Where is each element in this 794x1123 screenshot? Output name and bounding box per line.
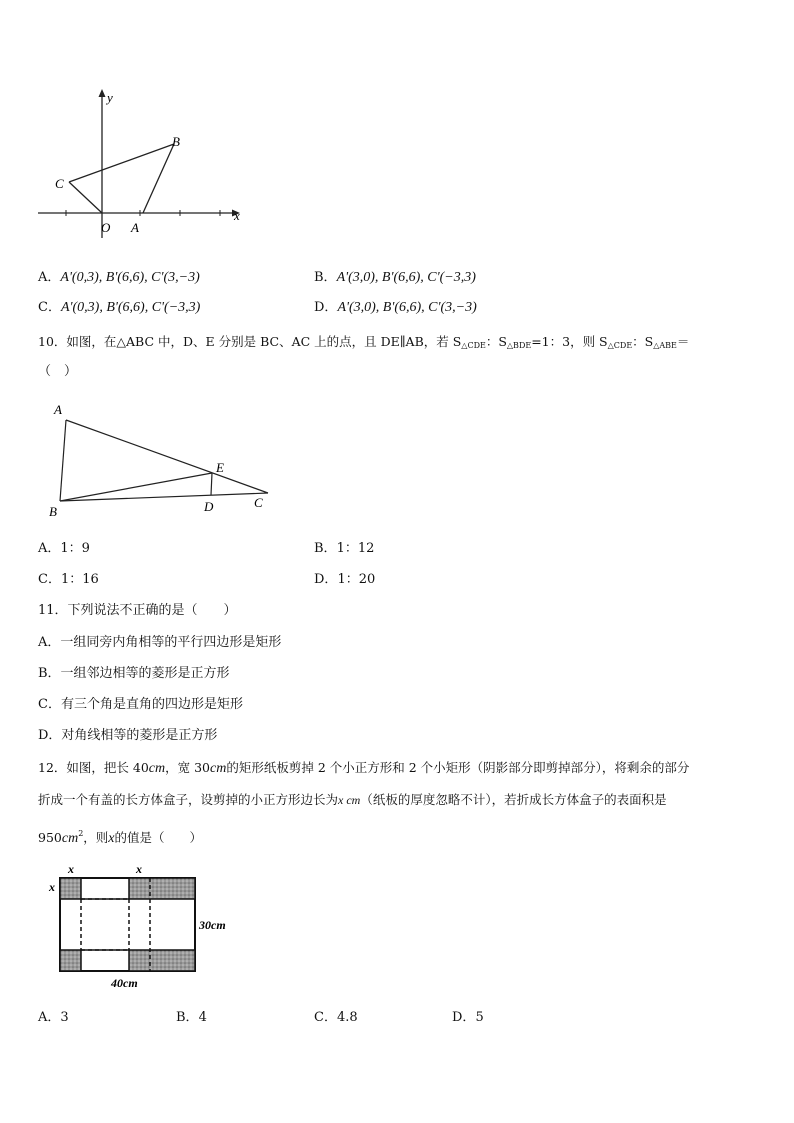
q10-option-a: A．1：9: [38, 541, 90, 556]
q11-stem: 11．下列说法不正确的是（ ）: [38, 603, 237, 618]
point-b-label: B: [172, 134, 180, 149]
axis-x-label: x: [234, 208, 240, 223]
q12-cardboard-figure: [40, 858, 250, 993]
y-axis-arrow: [99, 89, 106, 97]
cut-square-top-left: [60, 878, 81, 899]
q10-triangle-figure: [40, 398, 290, 523]
q10-option-d: D．1：20: [314, 572, 376, 587]
label-length: 40cm: [111, 976, 138, 990]
q9-option-d-text: A'(3,0), B'(6,6), C'(3,−3): [337, 300, 477, 315]
q9-option-b-text: A'(3,0), B'(6,6), C'(−3,3): [336, 270, 476, 285]
origin-label: O: [101, 220, 111, 235]
segment-bc: [60, 493, 268, 501]
q9-coordinate-figure: [30, 80, 260, 240]
q10-stem-line1: 10．如图，在△ABC 中，D、E 分别是 BC、AC 上的点，且 DE∥AB，若 $S_{\triangle CDE}$：$S_{\triangle BDE}=1$：3，则 $S_{\triangle CDE}$：$S_{\triangle ABE}=$: [38, 334, 690, 350]
point-c-label: C: [55, 176, 64, 191]
point-a-label: A: [131, 220, 139, 235]
q12-option-a: A．3: [38, 1010, 69, 1025]
segment-oc: [69, 182, 102, 213]
q9-option-b: B．A'(3,0), B'(6,6), C'(−3,3): [314, 270, 476, 285]
q10-stem-line2: （ ）: [38, 364, 78, 379]
segment-ba: [143, 144, 174, 213]
q11-option-a: A．一组同旁内角相等的平行四边形是矩形: [38, 635, 282, 650]
q9-option-a-text: A'(0,3), B'(6,6), C'(3,−3): [60, 270, 200, 285]
q9-option-a: A．A'(0,3), B'(6,6), C'(3,−3): [38, 270, 200, 285]
q10-option-b: B．1：12: [314, 541, 375, 556]
cut-rect-bottom-right: [129, 950, 195, 971]
segment-ac: [66, 420, 268, 493]
q12-stem-line2: 折成一个有盖的长方体盒子，设剪掉的小正方形边长为x cm（纸板的厚度忽略不计），若折成长方体盒子的表面积是: [38, 792, 667, 807]
label-width: 30cm: [199, 918, 226, 932]
q10-point-e: E: [216, 460, 224, 475]
segment-de: [211, 473, 212, 495]
cut-rect-top-right: [129, 878, 195, 899]
q12-stem-line3: $950cm^2$，则x的值是（ ）: [38, 829, 203, 846]
q9-option-c: C．A'(0,3), B'(6,6), C'(−3,3): [38, 300, 201, 315]
segment-be: [60, 473, 212, 501]
label-x-top-right: x: [136, 862, 142, 876]
q11-option-d: D．对角线相等的菱形是正方形: [38, 728, 218, 743]
q10-point-c: C: [254, 495, 263, 510]
q10-point-d: D: [204, 499, 214, 514]
q11-option-c: C．有三个角是直角的四边形是矩形: [38, 697, 243, 712]
segment-ab: [60, 420, 66, 501]
q12-stem-line1: 12．如图，把长 40cm，宽 30cm的矩形纸板剪掉 2 个小正方形和 2 个小矩形（阴影部分即剪掉部分），将剩余的部分: [38, 760, 690, 776]
q10-point-a: A: [54, 402, 62, 417]
q12-option-c: C．4.8: [314, 1010, 358, 1025]
cut-square-bottom-left: [60, 950, 81, 971]
segment-cb: [69, 144, 174, 182]
q9-option-c-text: A'(0,3), B'(6,6), C'(−3,3): [60, 300, 201, 315]
q9-option-d: D．A'(3,0), B'(6,6), C'(3,−3): [314, 300, 477, 315]
label-x-top-left: x: [68, 862, 74, 876]
axis-y-label: y: [107, 90, 113, 105]
q10-option-c: C．1：16: [38, 572, 99, 587]
q10-point-b: B: [49, 504, 57, 519]
q12-option-d: D．5: [452, 1010, 484, 1025]
q12-option-b: B．4: [176, 1010, 207, 1025]
q11-option-b: B．一组邻边相等的菱形是正方形: [38, 666, 230, 681]
label-x-left: x: [49, 880, 55, 894]
